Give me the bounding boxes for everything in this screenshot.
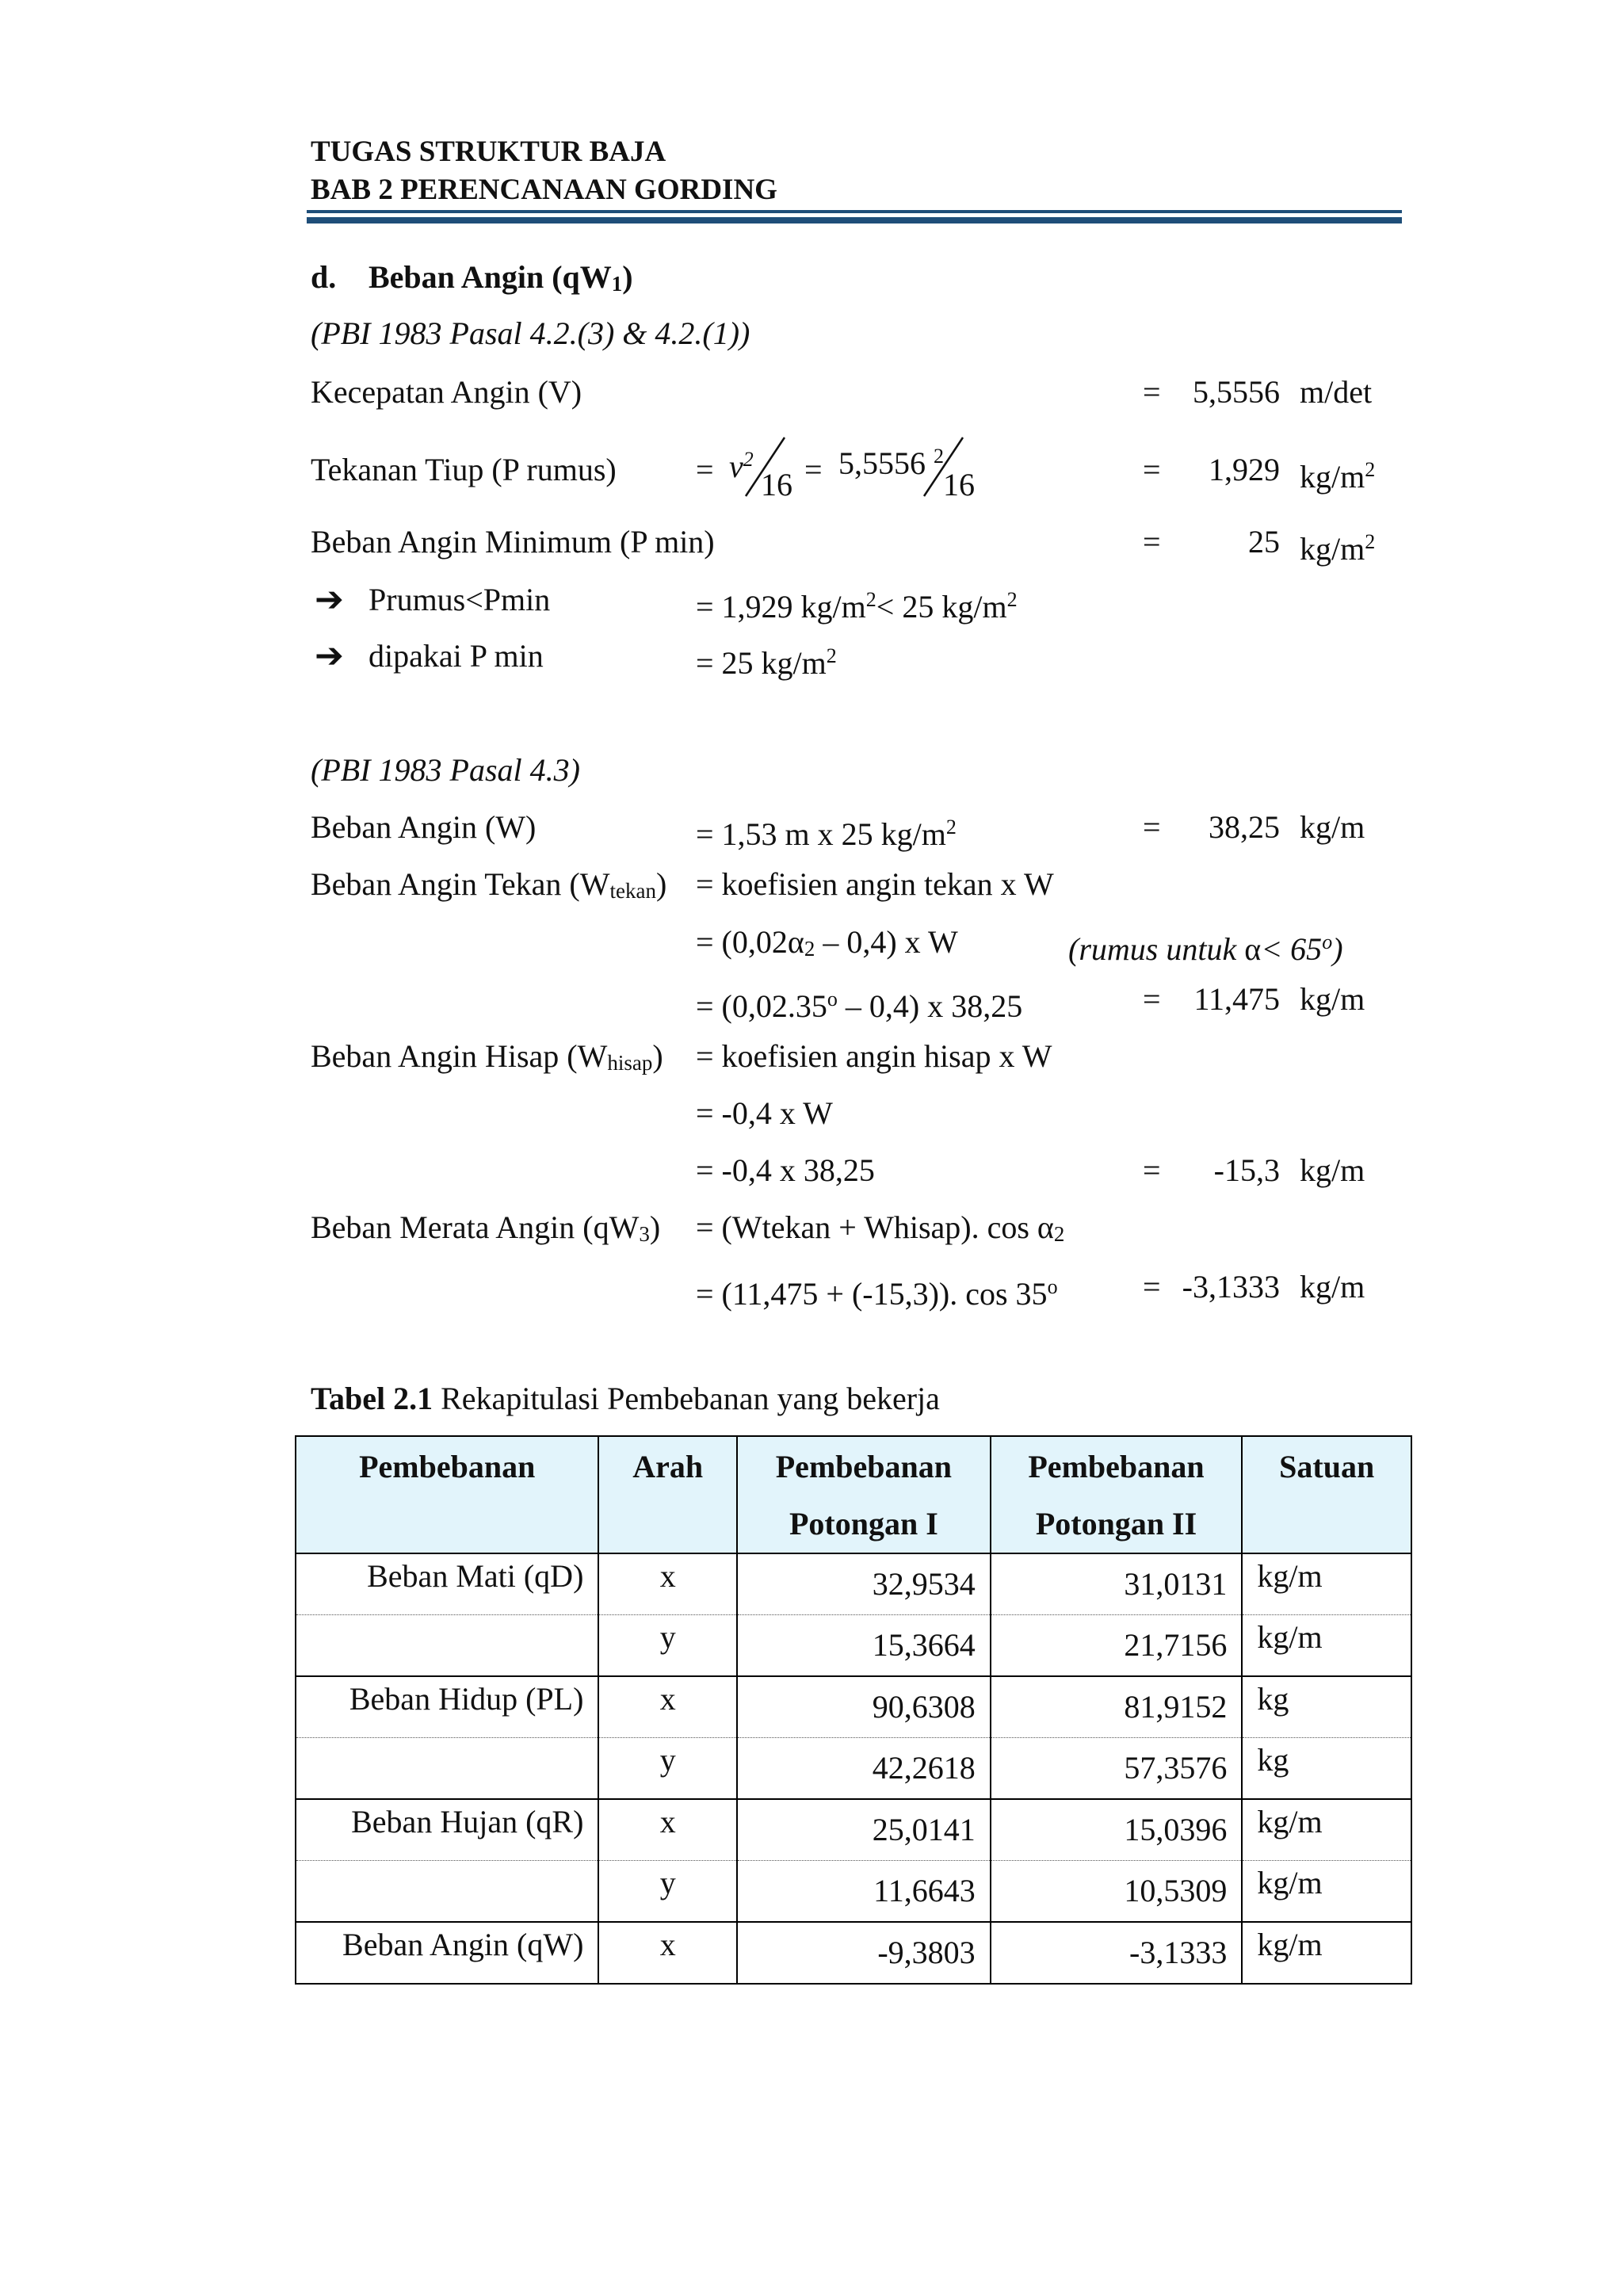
kecepatan-label: Kecepatan Angin (V): [311, 374, 582, 410]
cell-potongan-2: 21,7156: [991, 1615, 1243, 1677]
tekan3-unit: kg/m: [1300, 981, 1365, 1017]
hisap3-eq: =: [1143, 1152, 1161, 1188]
cell-arah: x: [598, 1922, 737, 1984]
tekan2-expr: = (0,02α2 – 0,4) x W: [696, 924, 958, 961]
table-row: [296, 1676, 1411, 1738]
table-row: [296, 1861, 1411, 1923]
cell-pembebanan: Beban Hujan (qR): [296, 1799, 598, 1861]
cell-satuan: kg/m: [1242, 1861, 1411, 1923]
cell-arah: y: [598, 1738, 737, 1800]
pmin-label: Beban Angin Minimum (P min): [311, 524, 715, 560]
header-potongan-2: Pembebanan Potongan II: [991, 1436, 1243, 1553]
pmin-eq: =: [1143, 524, 1161, 560]
cell-potongan-2: 15,0396: [991, 1799, 1243, 1861]
cell-potongan-1: 25,0141: [737, 1799, 991, 1861]
cell-arah: x: [598, 1676, 737, 1738]
tekanan-eq: =: [1143, 452, 1161, 487]
table-row: [296, 1799, 1411, 1861]
tekanan-den2: 16: [943, 467, 975, 502]
cell-arah: y: [598, 1615, 737, 1677]
hisap3-expr: = -0,4 x 38,25: [696, 1152, 875, 1188]
table-row: [296, 1738, 1411, 1800]
cell-satuan: kg/m: [1242, 1922, 1411, 1984]
table-header-row: [296, 1436, 1411, 1553]
header-potongan-1: Pembebanan Potongan I: [737, 1436, 991, 1553]
cell-potongan-1: 15,3664: [737, 1615, 991, 1677]
merata2-unit: kg/m: [1300, 1269, 1365, 1305]
merata2-value: -3,1333: [1182, 1269, 1280, 1305]
cell-potongan-2: 81,9152: [991, 1676, 1243, 1738]
tekanan-eq1: =: [696, 452, 714, 487]
tekan2-note: (rumus untuk $\alpha< 65^o$): [1068, 930, 1343, 967]
dipakai-label: dipakai P min: [369, 638, 544, 674]
tekan3-eq: =: [1143, 981, 1161, 1017]
cell-satuan: kg/m: [1242, 1799, 1411, 1861]
header-satuan: Satuan: [1242, 1436, 1411, 1553]
cell-pembebanan: [296, 1615, 598, 1677]
tekanan-value: 1,929: [1209, 452, 1280, 487]
cell-potongan-1: -9,3803: [737, 1922, 991, 1984]
cell-potongan-1: 11,6643: [737, 1861, 991, 1923]
section-title: Beban Angin (qW1): [369, 259, 633, 296]
kecepatan-value: 5,5556: [1193, 374, 1280, 410]
cell-satuan: kg/m: [1242, 1553, 1411, 1615]
beban-w-value: 38,25: [1209, 809, 1280, 845]
reference-2: (PBI 1983 Pasal 4.3): [311, 752, 580, 788]
cell-satuan: kg/m: [1242, 1615, 1411, 1677]
hisap-label: Beban Angin Hisap (Whisap): [311, 1038, 663, 1075]
prumus-expr: = 1,929 $kg/m^2< 25$ $kg/m^2$: [696, 588, 1018, 625]
cell-pembebanan: Beban Mati (qD): [296, 1553, 598, 1615]
cell-potongan-2: 10,5309: [991, 1861, 1243, 1923]
tekanan-num2: 5,5556 $^2$: [838, 445, 944, 481]
tekan-label: Beban Angin Tekan (Wtekan): [311, 866, 667, 903]
kecepatan-eq: =: [1143, 374, 1161, 410]
pmin-unit: $kg/m^2$: [1300, 530, 1376, 567]
table-row: [296, 1553, 1411, 1615]
section-reference: (PBI 1983 Pasal 4.2.(3) & 4.2.(1)): [311, 315, 750, 351]
tekanan-label: Tekanan Tiup (P rumus): [311, 452, 617, 487]
hisap3-value: -15,3: [1213, 1152, 1280, 1188]
tekan3-expr: = $(0,02.35^o - 0,4)$ x 38,25: [696, 988, 1023, 1024]
section-letter: d.: [311, 259, 337, 295]
cell-arah: y: [598, 1861, 737, 1923]
merata2-expr: = (11,475 + (-15,3)). cos 35$^o$: [696, 1275, 1058, 1312]
pmin-value: 25: [1248, 524, 1280, 560]
hisap-expr: = koefisien angin hisap x W: [696, 1038, 1052, 1074]
cell-potongan-1: 90,6308: [737, 1676, 991, 1738]
beban-w-expr: = 1,53 m x 25 $kg/m^2$: [696, 816, 957, 852]
cell-potongan-2: 57,3576: [991, 1738, 1243, 1800]
prumus-label: Prumus<Pmin: [369, 582, 551, 617]
cell-satuan: kg: [1242, 1738, 1411, 1800]
tekanan-v: $v^2$: [729, 448, 754, 484]
beban-w-eq: =: [1143, 809, 1161, 845]
cell-potongan-2: -3,1333: [991, 1922, 1243, 1984]
table-row: [296, 1922, 1411, 1984]
table-row: [296, 1615, 1411, 1677]
table-caption: Tabel 2.1 Rekapitulasi Pembebanan yang bekerja: [311, 1381, 940, 1416]
cell-arah: x: [598, 1799, 737, 1861]
header-pembebanan: Pembebanan: [296, 1436, 598, 1553]
header-line-2: BAB 2 PERENCANAAN GORDING: [311, 174, 777, 206]
tekanan-unit: $kg/m^2$: [1300, 458, 1376, 495]
cell-potongan-1: 42,2618: [737, 1738, 991, 1800]
cell-pembebanan: Beban Angin (qW): [296, 1922, 598, 1984]
hisap2-expr: = -0,4 x W: [696, 1095, 833, 1131]
merata-expr: = (Wtekan + Whisap). cos α2: [696, 1209, 1065, 1246]
tekan-expr: = koefisien angin tekan x W: [696, 866, 1054, 902]
header-rule-thin: [307, 210, 1402, 213]
cell-pembebanan: Beban Hidup (PL): [296, 1676, 598, 1738]
merata-label: Beban Merata Angin (qW3): [311, 1209, 661, 1246]
cell-pembebanan: [296, 1861, 598, 1923]
document-header: [311, 133, 777, 209]
merata2-eq: =: [1143, 1269, 1161, 1305]
load-recap-table: [295, 1435, 1412, 1985]
cell-satuan: kg: [1242, 1676, 1411, 1738]
header-rule-thick: [307, 217, 1402, 223]
cell-pembebanan: [296, 1738, 598, 1800]
cell-potongan-1: 32,9534: [737, 1553, 991, 1615]
beban-w-unit: kg/m: [1300, 809, 1365, 845]
header-line-1: TUGAS STRUKTUR BAJA: [311, 136, 666, 168]
right-arrow-icon: ➔: [315, 636, 344, 676]
hisap3-unit: kg/m: [1300, 1152, 1365, 1188]
tekan3-value: 11,475: [1193, 981, 1280, 1017]
right-arrow-icon: ➔: [315, 579, 344, 620]
dipakai-expr: = 25 $kg/m^2$: [696, 644, 837, 681]
cell-potongan-2: 31,0131: [991, 1553, 1243, 1615]
beban-w-label: Beban Angin (W): [311, 809, 537, 845]
tekanan-den1: 16: [761, 467, 792, 502]
tekanan-eq2: =: [804, 452, 823, 487]
kecepatan-unit: m/det: [1300, 374, 1373, 410]
header-arah: Arah: [598, 1436, 737, 1553]
cell-arah: x: [598, 1553, 737, 1615]
